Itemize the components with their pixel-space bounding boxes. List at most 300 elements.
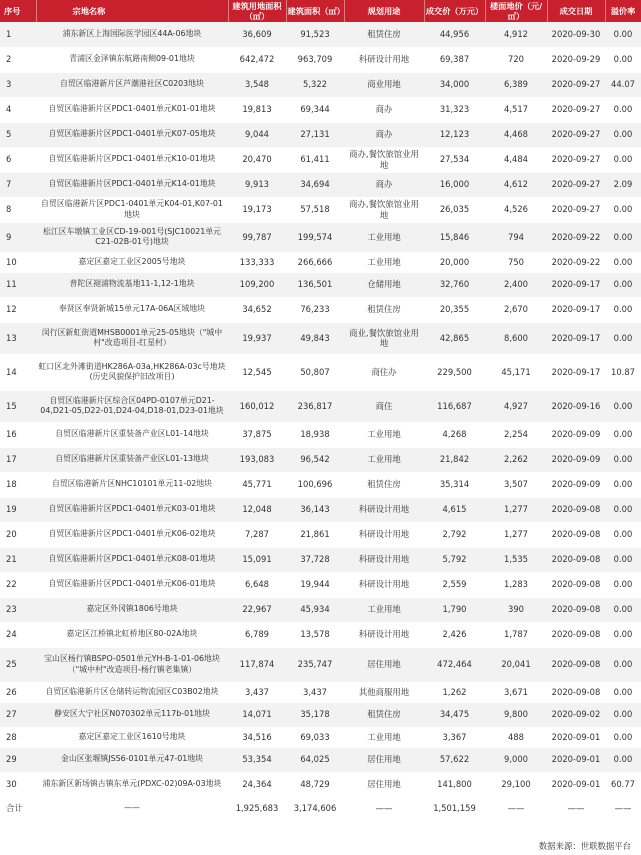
table-row [0,422,641,447]
cell-name: 自贸区临港新片区NHC10101单元11-02地块 [36,472,228,497]
cell-floor-price: 9,000 [485,747,547,772]
cell-build-area: 49,843 [286,322,344,354]
header-name: 宗地名称 [36,0,228,22]
cell-no: 26 [0,682,36,702]
cell-premium: 0.00 [605,252,641,272]
cell-floor-price: 4,484 [485,147,547,172]
cell-use: 工业用地 [344,252,424,272]
cell-premium: 0.00 [605,97,641,122]
cell-name: 青浦区金泽镇东航路南侧09-01地块 [36,47,228,72]
cell-no: 16 [0,422,36,447]
cell-date: 2020-09-17 [547,322,605,354]
total-row [0,797,641,819]
cell-build-area: 57,518 [286,197,344,222]
cell-use: 租赁住房 [344,297,424,322]
cell-build-area: 69,033 [286,727,344,747]
cell-land-area: 19,173 [228,197,286,222]
cell-use: 科研设计用地 [344,622,424,647]
cell-name: 嘉定区嘉定工业区1610号地块 [36,727,228,747]
cell-price: 57,622 [424,747,485,772]
cell-use: 商办 [344,122,424,147]
cell-no: 29 [0,747,36,772]
cell-build-area: 13,578 [286,622,344,647]
total-no: 合计 [0,797,36,819]
cell-no: 20 [0,522,36,547]
cell-name: 金山区张堰镇JSS6-0101单元47-01地块 [36,747,228,772]
table-row [0,497,641,522]
cell-date: 2020-09-22 [547,252,605,272]
table-row [0,622,641,647]
cell-build-area: 5,322 [286,72,344,97]
cell-floor-price: 1,787 [485,622,547,647]
cell-date: 2020-09-17 [547,272,605,297]
cell-premium: 0.00 [605,147,641,172]
cell-price: 32,760 [424,272,485,297]
cell-build-area: 963,709 [286,47,344,72]
cell-premium: 0.00 [605,22,641,47]
cell-land-area: 9,913 [228,172,286,197]
cell-build-area: 45,934 [286,597,344,622]
cell-date: 2020-09-01 [547,772,605,797]
cell-use: 居住用地 [344,772,424,797]
cell-land-area: 7,287 [228,522,286,547]
cell-floor-price: 9,800 [485,702,547,727]
cell-premium: 0.00 [605,522,641,547]
cell-no: 24 [0,622,36,647]
header-no: 序号 [0,0,36,22]
cell-premium: 0.00 [605,47,641,72]
total-land-area: 1,925,683 [228,797,286,819]
table-row [0,472,641,497]
cell-price: 2,559 [424,572,485,597]
cell-premium: 0.00 [605,222,641,252]
table-row [0,572,641,597]
cell-floor-price: 45,171 [485,354,547,390]
cell-use: 商住办 [344,354,424,390]
cell-no: 10 [0,252,36,272]
cell-premium: 2.09 [605,172,641,197]
cell-land-area: 117,874 [228,647,286,682]
cell-price: 34,000 [424,72,485,97]
cell-build-area: 69,344 [286,97,344,122]
cell-name: 奉贤区奉贤新城15单元17A-06A区域地块 [36,297,228,322]
cell-use: 其他商服用地 [344,682,424,702]
data-source-note: 数据来源：世联数据平台 [538,841,631,851]
table-row [0,47,641,72]
table-row [0,97,641,122]
cell-build-area: 91,523 [286,22,344,47]
cell-land-area: 642,472 [228,47,286,72]
cell-name: 自贸区临港新片区综合区04PD-0107单元D21-04,D21-05,D22-01,D24-04,D18-01,D23-01地块 [36,390,228,422]
cell-name: 自贸区临港新片区PDC1-0401单元K07-05地块 [36,122,228,147]
cell-date: 2020-09-09 [547,447,605,472]
cell-date: 2020-09-09 [547,472,605,497]
cell-date: 2020-09-30 [547,22,605,47]
cell-floor-price: 390 [485,597,547,622]
cell-no: 30 [0,772,36,797]
cell-price: 15,846 [424,222,485,252]
cell-date: 2020-09-16 [547,390,605,422]
header-use: 规划用途 [344,0,424,22]
cell-land-area: 3,437 [228,682,286,702]
cell-use: 工业用地 [344,727,424,747]
cell-date: 2020-09-01 [547,727,605,747]
cell-land-area: 19,937 [228,322,286,354]
cell-floor-price: 2,400 [485,272,547,297]
cell-premium: 0.00 [605,197,641,222]
table-row [0,172,641,197]
cell-build-area: 48,729 [286,772,344,797]
table-row [0,72,641,97]
cell-floor-price: 2,262 [485,447,547,472]
cell-build-area: 35,178 [286,702,344,727]
cell-land-area: 12,545 [228,354,286,390]
cell-price: 20,355 [424,297,485,322]
cell-use: 租赁住房 [344,472,424,497]
cell-no: 19 [0,497,36,522]
cell-date: 2020-09-08 [547,522,605,547]
table-row [0,147,641,172]
cell-use: 工业用地 [344,597,424,622]
cell-date: 2020-09-08 [547,597,605,622]
table-row [0,390,641,422]
cell-floor-price: 3,671 [485,682,547,702]
cell-premium: 0.00 [605,272,641,297]
cell-no: 5 [0,122,36,147]
cell-date: 2020-09-08 [547,682,605,702]
cell-name: 自贸区临港新片区芦潮港社区C0203地块 [36,72,228,97]
cell-no: 7 [0,172,36,197]
header-build-area: 建筑面积（㎡） [286,0,344,22]
cell-no: 6 [0,147,36,172]
cell-floor-price: 1,535 [485,547,547,572]
cell-floor-price: 4,526 [485,197,547,222]
cell-floor-price: 4,612 [485,172,547,197]
cell-price: 1,790 [424,597,485,622]
cell-price: 69,387 [424,47,485,72]
cell-build-area: 61,411 [286,147,344,172]
cell-use: 商办,餐饮旅馆业用地 [344,197,424,222]
cell-premium: 0.00 [605,497,641,522]
cell-premium: 44.07 [605,72,641,97]
cell-date: 2020-09-02 [547,702,605,727]
cell-floor-price: 4,927 [485,390,547,422]
header-row [0,0,641,22]
cell-use: 居住用地 [344,647,424,682]
cell-premium: 0.00 [605,122,641,147]
cell-build-area: 100,696 [286,472,344,497]
cell-date: 2020-09-27 [547,122,605,147]
cell-no: 17 [0,447,36,472]
cell-premium: 0.00 [605,547,641,572]
cell-premium: 0.00 [605,702,641,727]
cell-use: 科研设计用地 [344,47,424,72]
cell-no: 27 [0,702,36,727]
cell-land-area: 24,364 [228,772,286,797]
cell-date: 2020-09-08 [547,572,605,597]
cell-use: 科研设计用地 [344,547,424,572]
cell-build-area: 235,747 [286,647,344,682]
cell-land-area: 160,012 [228,390,286,422]
cell-name: 自贸区临港新片区PDC1-0401单元K08-01地块 [36,547,228,572]
table-row [0,272,641,297]
cell-name: 自贸区临港新片区PDC1-0401单元K10-01地块 [36,147,228,172]
cell-build-area: 37,728 [286,547,344,572]
cell-premium: 0.00 [605,622,641,647]
cell-price: 472,464 [424,647,485,682]
cell-land-area: 15,091 [228,547,286,572]
cell-price: 44,956 [424,22,485,47]
cell-price: 42,865 [424,322,485,354]
cell-premium: 10.87 [605,354,641,390]
cell-date: 2020-09-01 [547,747,605,772]
cell-name: 自贸区临港新片区PDC1-0401单元K04-01,K07-01地块 [36,197,228,222]
cell-price: 4,615 [424,497,485,522]
cell-premium: 0.00 [605,322,641,354]
total-build-area: 3,174,606 [286,797,344,819]
cell-name: 嘉定区外冈镇1806号地块 [36,597,228,622]
cell-price: 1,262 [424,682,485,702]
cell-premium: 0.00 [605,597,641,622]
cell-name: 自贸区临港新片区PDC1-0401单元K14-01地块 [36,172,228,197]
header-date: 成交日期 [547,0,605,22]
cell-no: 11 [0,272,36,297]
cell-price: 34,475 [424,702,485,727]
table-body [0,22,641,819]
cell-use: 商住 [344,390,424,422]
cell-land-area: 6,789 [228,622,286,647]
cell-premium: 0.00 [605,727,641,747]
table-row [0,547,641,572]
header-floor-price: 楼面地价（元/㎡） [485,0,547,22]
cell-premium: 0.00 [605,422,641,447]
cell-price: 229,500 [424,354,485,390]
cell-name: 宝山区杨行镇BSPO-0501单元YH-B-1-01-06地块（"城中村"改造项目-杨行镇老集镇） [36,647,228,682]
cell-premium: 0.00 [605,447,641,472]
cell-no: 22 [0,572,36,597]
table-row [0,747,641,772]
cell-no: 15 [0,390,36,422]
cell-build-area: 236,817 [286,390,344,422]
cell-floor-price: 20,041 [485,647,547,682]
cell-floor-price: 4,517 [485,97,547,122]
cell-land-area: 20,470 [228,147,286,172]
cell-floor-price: 2,670 [485,297,547,322]
cell-price: 4,268 [424,422,485,447]
cell-date: 2020-09-22 [547,222,605,252]
cell-land-area: 193,083 [228,447,286,472]
cell-date: 2020-09-08 [547,497,605,522]
header-price: 成交价（万元） [424,0,485,22]
cell-build-area: 18,938 [286,422,344,447]
total-price: 1,501,159 [424,797,485,819]
cell-use: 仓储用地 [344,272,424,297]
cell-name: 自贸区临港新片区重装备产业区L01-14地块 [36,422,228,447]
cell-no: 3 [0,72,36,97]
cell-name: 自贸区临港新片区重装备产业区L01-13地块 [36,447,228,472]
cell-price: 35,314 [424,472,485,497]
cell-use: 科研设计用地 [344,572,424,597]
cell-price: 2,426 [424,622,485,647]
cell-floor-price: 2,254 [485,422,547,447]
table-row [0,682,641,702]
cell-floor-price: 1,283 [485,572,547,597]
cell-build-area: 64,025 [286,747,344,772]
cell-land-area: 34,516 [228,727,286,747]
cell-build-area: 50,807 [286,354,344,390]
cell-no: 23 [0,597,36,622]
cell-floor-price: 4,468 [485,122,547,147]
cell-premium: 0.00 [605,572,641,597]
cell-floor-price: 4,912 [485,22,547,47]
cell-price: 21,842 [424,447,485,472]
cell-premium: 0.00 [605,390,641,422]
cell-price: 3,367 [424,727,485,747]
cell-name: 虹口区北外滩街道HK286A-03a,HK286A-03c号地块(历史风貌保护旧改项目) [36,354,228,390]
cell-floor-price: 6,389 [485,72,547,97]
cell-premium: 0.00 [605,747,641,772]
table-row [0,772,641,797]
cell-no: 21 [0,547,36,572]
table-row [0,252,641,272]
cell-land-area: 22,967 [228,597,286,622]
cell-land-area: 9,044 [228,122,286,147]
cell-land-area: 37,875 [228,422,286,447]
cell-name: 浦东新区新场镇古镇东单元(PDXC-02)09A-03地块 [36,772,228,797]
cell-use: 科研设计用地 [344,497,424,522]
cell-use: 居住用地 [344,747,424,772]
cell-build-area: 136,501 [286,272,344,297]
cell-premium: 0.00 [605,297,641,322]
cell-build-area: 3,437 [286,682,344,702]
cell-date: 2020-09-27 [547,147,605,172]
total-premium: —— [605,797,641,819]
table-row [0,597,641,622]
cell-name: 静安区大宁社区N070302单元117b-01地块 [36,702,228,727]
cell-price: 141,800 [424,772,485,797]
cell-date: 2020-09-09 [547,422,605,447]
cell-no: 28 [0,727,36,747]
cell-floor-price: 8,600 [485,322,547,354]
header-premium: 溢价率 [605,0,641,22]
cell-premium: 0.00 [605,472,641,497]
cell-build-area: 27,131 [286,122,344,147]
table-row [0,727,641,747]
cell-no: 13 [0,322,36,354]
cell-date: 2020-09-17 [547,297,605,322]
cell-premium: 0.00 [605,647,641,682]
cell-build-area: 34,694 [286,172,344,197]
cell-use: 商业用地 [344,72,424,97]
cell-no: 8 [0,197,36,222]
cell-no: 18 [0,472,36,497]
cell-name: 自贸区临港新片区PDC1-0401单元K03-01地块 [36,497,228,522]
cell-land-area: 99,787 [228,222,286,252]
cell-land-area: 45,771 [228,472,286,497]
cell-build-area: 199,574 [286,222,344,252]
cell-date: 2020-09-27 [547,197,605,222]
cell-land-area: 133,333 [228,252,286,272]
table-row [0,522,641,547]
cell-land-area: 34,652 [228,297,286,322]
cell-floor-price: 750 [485,252,547,272]
table-row [0,447,641,472]
cell-price: 27,534 [424,147,485,172]
table-row [0,297,641,322]
cell-name: 松江区车墩镇工业区CD-19-001号(SJC10021单元C21-02B-01号)地块 [36,222,228,252]
cell-use: 工业用地 [344,222,424,252]
cell-land-area: 36,609 [228,22,286,47]
table-row [0,222,641,252]
cell-name: 普陀区褪浦物流基地11-1,12-1地块 [36,272,228,297]
cell-name: 自贸区临港新片区仓储转运物流园区C03B02地块 [36,682,228,702]
cell-name: 自贸区临港新片区PDC1-0401单元K01-01地块 [36,97,228,122]
table-row [0,322,641,354]
table-row [0,122,641,147]
cell-floor-price: 1,277 [485,497,547,522]
cell-use: 商业,餐饮旅馆业用地 [344,322,424,354]
cell-floor-price: 488 [485,727,547,747]
cell-build-area: 21,861 [286,522,344,547]
table-row [0,647,641,682]
cell-use: 工业用地 [344,447,424,472]
cell-name: 自贸区临港新片区PDC1-0401单元K06-01地块 [36,572,228,597]
cell-date: 2020-09-08 [547,547,605,572]
cell-price: 16,000 [424,172,485,197]
cell-use: 工业用地 [344,422,424,447]
total-name: —— [36,797,228,819]
total-use: —— [344,797,424,819]
cell-price: 2,792 [424,522,485,547]
cell-premium: 0.00 [605,682,641,702]
table-row [0,702,641,727]
cell-build-area: 266,666 [286,252,344,272]
cell-floor-price: 3,507 [485,472,547,497]
cell-no: 2 [0,47,36,72]
cell-use: 科研设计用地 [344,522,424,547]
cell-premium: 60.77 [605,772,641,797]
cell-price: 5,792 [424,547,485,572]
cell-date: 2020-09-08 [547,622,605,647]
cell-date: 2020-09-29 [547,47,605,72]
cell-date: 2020-09-17 [547,354,605,390]
total-floor-price: —— [485,797,547,819]
cell-price: 26,035 [424,197,485,222]
cell-floor-price: 1,277 [485,522,547,547]
cell-build-area: 19,944 [286,572,344,597]
cell-name: 嘉定区江桥镇北虹桥地区80-02A地块 [36,622,228,647]
cell-floor-price: 29,100 [485,772,547,797]
table-row [0,354,641,390]
cell-land-area: 53,354 [228,747,286,772]
cell-price: 31,323 [424,97,485,122]
header-land-area: 建筑用地面积（㎡） [228,0,286,22]
cell-price: 12,123 [424,122,485,147]
cell-land-area: 6,648 [228,572,286,597]
cell-no: 14 [0,354,36,390]
cell-no: 9 [0,222,36,252]
cell-name: 嘉定区嘉定工业区2005号地块 [36,252,228,272]
cell-build-area: 96,542 [286,447,344,472]
cell-build-area: 76,233 [286,297,344,322]
cell-land-area: 3,548 [228,72,286,97]
cell-date: 2020-09-27 [547,72,605,97]
cell-land-area: 12,048 [228,497,286,522]
cell-price: 20,000 [424,252,485,272]
cell-land-area: 109,200 [228,272,286,297]
cell-floor-price: 720 [485,47,547,72]
cell-name: 自贸区临港新片区PDC1-0401单元K06-02地块 [36,522,228,547]
